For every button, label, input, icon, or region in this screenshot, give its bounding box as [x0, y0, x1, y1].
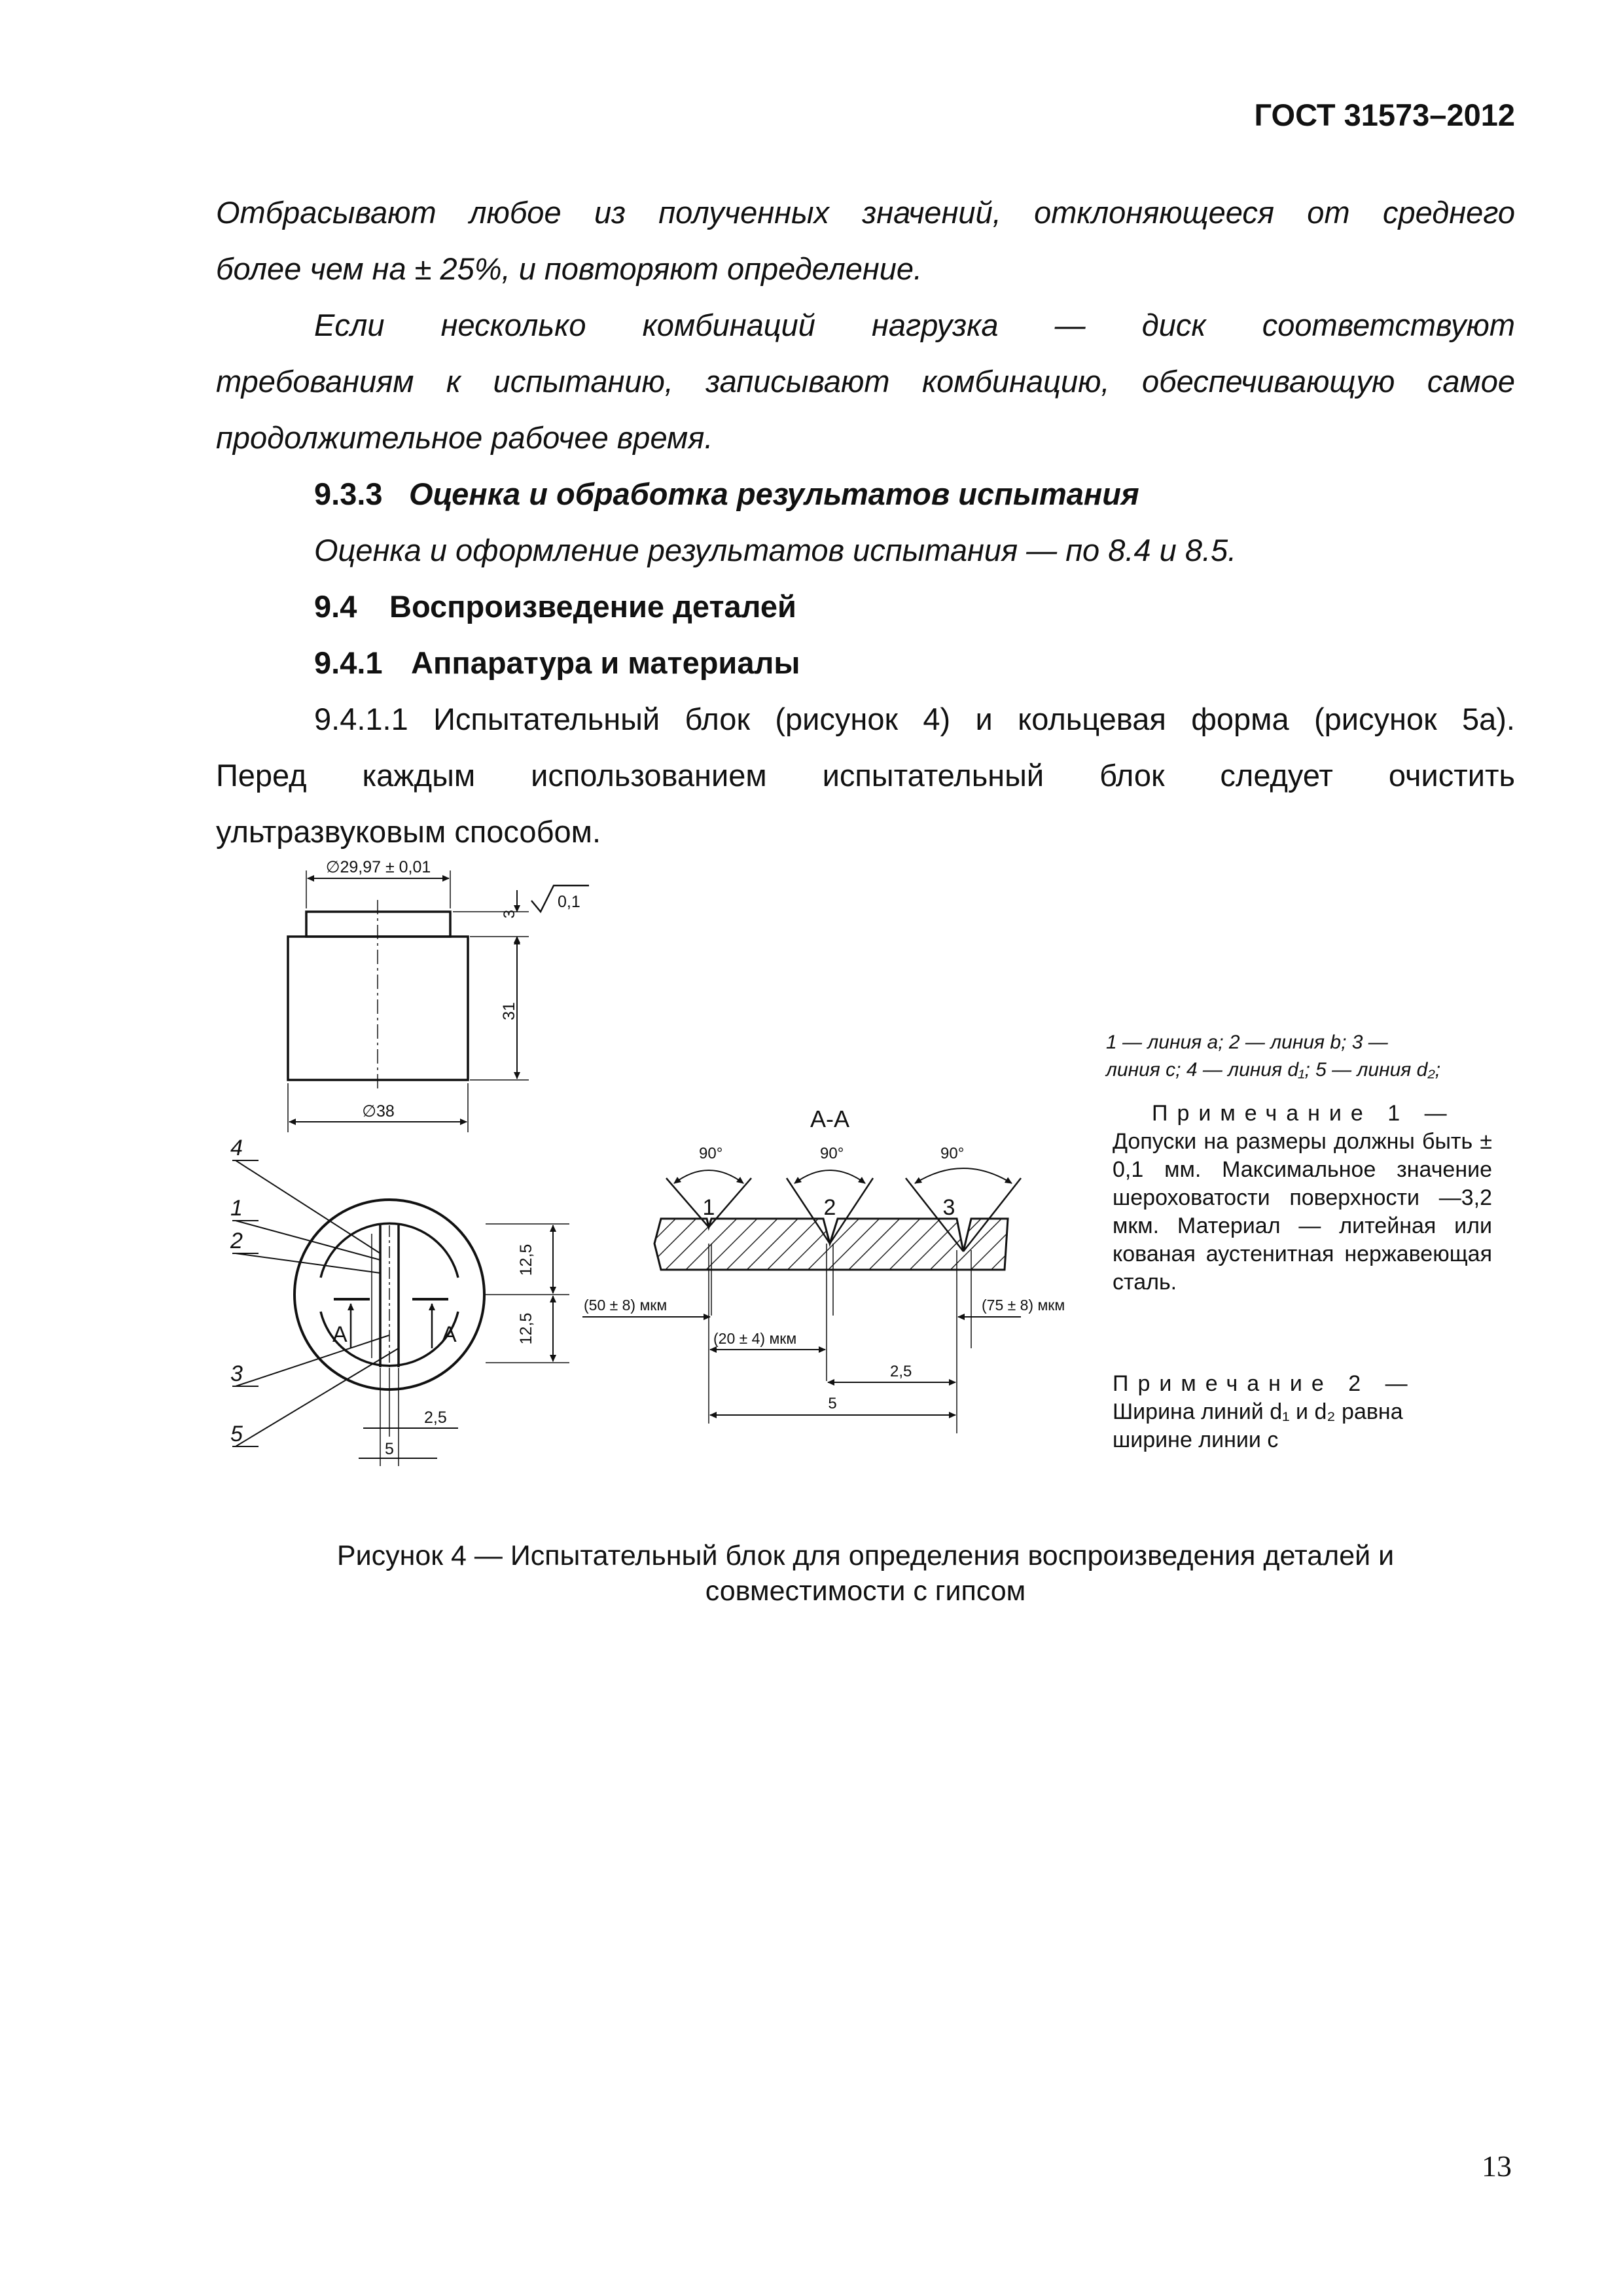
- dim-5-section: 5: [828, 1395, 837, 1412]
- note-2-line: ширине линии c: [1113, 1427, 1279, 1452]
- section-number: 9.3.3: [314, 476, 383, 511]
- caption-line: Рисунок 4 — Испытательный блок для определения воспроизведения деталей и: [336, 1540, 1395, 1571]
- groove-label-3: 3: [942, 1195, 955, 1220]
- note-1-label: [1113, 1100, 1492, 1128]
- paragraph-line: ультразвуковым способом.: [216, 814, 601, 849]
- section-mark-right: A: [442, 1322, 457, 1347]
- leader-label-1: 1: [230, 1196, 243, 1221]
- dim-2-5-section: 2,5: [890, 1363, 912, 1380]
- dim-body-diameter: ∅38: [362, 1102, 395, 1121]
- angle-label: 90°: [940, 1145, 965, 1162]
- dim-75-um: (75 ± 8) мкм: [982, 1297, 1065, 1314]
- paragraph-line: Перед каждым использованием испытательный блок следует очистить: [216, 758, 1515, 793]
- document-code: ГОСТ 31573–2012: [1254, 98, 1515, 132]
- note-label-text: Примечание 2 —: [1113, 1371, 1417, 1396]
- section-title: Воспроизведение деталей: [389, 589, 796, 624]
- figure-caption: [216, 1538, 1515, 1609]
- paragraph-line: продолжительное рабочее время.: [216, 420, 713, 455]
- section-title: Оценка и обработка результатов испытания: [409, 476, 1139, 511]
- note-2-line: Ширина линий d₁ и d₂ равна: [1113, 1399, 1403, 1424]
- angle-label: 90°: [699, 1145, 723, 1162]
- angle-label: 90°: [820, 1145, 844, 1162]
- section-mark-left: A: [332, 1322, 348, 1347]
- section-title: Аппаратура и материалы: [411, 645, 800, 680]
- section-number: 9.4: [314, 589, 357, 624]
- dim-top-diameter: ∅29,97 ± 0,01: [325, 858, 431, 876]
- note-2-label: [1113, 1370, 1492, 1398]
- leader-label-5: 5: [230, 1422, 243, 1446]
- paragraph-line: 9.4.1.1 Испытательный блок (рисунок 4) и кольцевая форма (рисунок 5а).: [314, 702, 1515, 736]
- side-view: [288, 870, 589, 1132]
- dim-50-um: (50 ± 8) мкм: [584, 1297, 668, 1314]
- note-1-text: Допуски на размеры должны быть ± 0,1 мм. Максимальное значение шероховатости поверхности —3,2 мкм. Материал — литейная или кованая аустенитная нержавеющая сталь.: [1113, 1129, 1492, 1295]
- groove-label-2: 2: [823, 1195, 836, 1220]
- paragraph-line: Отбрасывают любое из полученных значений, отклоняющееся от среднего: [216, 195, 1515, 230]
- leader-label-4: 4: [230, 1136, 243, 1160]
- section-text: Оценка и оформление результатов испытания — по 8.4 и 8.5.: [314, 533, 1237, 567]
- groove-label-1: 1: [702, 1195, 715, 1220]
- note-label-text: Примечание 1 —: [1152, 1101, 1456, 1126]
- dim-2-5: 2,5: [424, 1408, 447, 1427]
- paragraph-line: Если несколько комбинаций нагрузка — диск соответствуют: [314, 308, 1515, 342]
- dim-20-um: (20 ± 4) мкм: [713, 1330, 797, 1347]
- leader-label-3: 3: [230, 1361, 243, 1386]
- paragraph-line: требованиям к испытанию, записывают комбинацию, обеспечивающую самое: [216, 364, 1515, 399]
- paragraph-line: более чем на ± 25%, и повторяют определение.: [216, 251, 923, 286]
- leader-label-2: 2: [230, 1229, 243, 1253]
- figure-legend-line: 1 — линия a; 2 — линия b; 3 —: [1106, 1031, 1388, 1053]
- caption-line: совместимости с гипсом: [705, 1575, 1026, 1607]
- dim-step-height: 3: [501, 910, 518, 919]
- dim-12-5-top: 12,5: [517, 1244, 535, 1276]
- dim-body-height: 31: [500, 1002, 518, 1020]
- section-title: А-А: [810, 1105, 850, 1132]
- page-number: 13: [1482, 2149, 1512, 2183]
- roughness-value: 0,1: [558, 893, 580, 911]
- dim-5: 5: [385, 1440, 394, 1458]
- block-top-step: [306, 912, 450, 937]
- dim-12-5-bottom: 12,5: [517, 1312, 535, 1345]
- section-number: 9.4.1: [314, 645, 383, 680]
- figure-legend-line: линия c; 4 — линия d₁; 5 — линия d₂;: [1106, 1059, 1441, 1081]
